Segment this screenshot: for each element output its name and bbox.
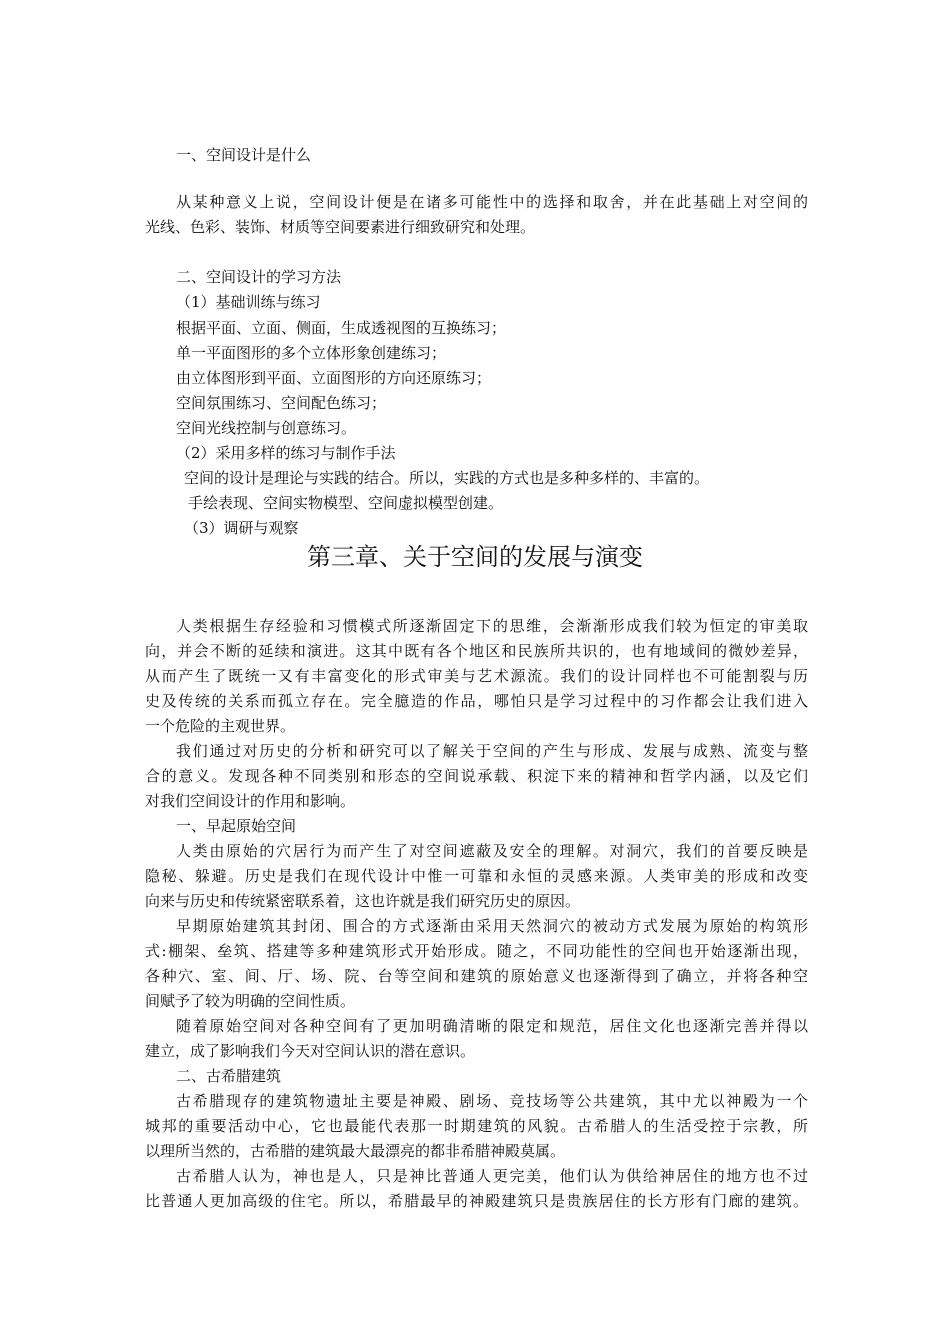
paragraph-line: 古希腊现存的建筑物遗址主要是神殿、剧场、竞技场等公共建筑，其中尤以神殿为一个 xyxy=(176,1092,808,1110)
paragraph-line: 人类由原始的穴居行为而产生了对空间遮蔽及安全的理解。对洞穴，我们的首要反映是 xyxy=(176,842,808,860)
paragraph-line: 向，并会不断的延续和演进。这其中既有各个地区和民族所共识的，也有地域间的微妙差异， xyxy=(145,642,808,660)
subsection-heading: （3）调研与观察 xyxy=(184,519,299,537)
paragraph-line: 古希腊人认为，神也是人，只是神比普通人更完美，他们认为供给神居住的地方也不过 xyxy=(176,1167,808,1185)
list-item: 空间氛围练习、空间配色练习； xyxy=(176,394,387,412)
section-heading: 一、早起原始空间 xyxy=(176,817,297,835)
paragraph-line: 建立，成了影响我们今天对空间认识的潜在意识。 xyxy=(145,1042,476,1060)
paragraph-line: 间赋予了较为明确的空间性质。 xyxy=(145,992,356,1010)
section-heading: 一、空间设计是什么 xyxy=(176,146,312,164)
section-heading: 二、古希腊建筑 xyxy=(176,1067,282,1085)
paragraph-line: 从而产生了既统一又有丰富变化的形式审美与艺术源流。我们的设计同样也不可能割裂与历 xyxy=(145,667,808,685)
paragraph-line: 以理所当然的，古希腊的建筑最大最漂亮的都非希腊神殿莫属。 xyxy=(145,1142,566,1160)
paragraph-line: 史及传统的关系而孤立存在。完全臆造的作品，哪怕只是学习过程中的习作都会让我们进入 xyxy=(145,692,808,710)
paragraph-line: 各种穴、室、间、厅、场、院、台等空间和建筑的原始意义也逐渐得到了确立，并将各种空 xyxy=(145,967,808,985)
section-heading: 二、空间设计的学习方法 xyxy=(176,268,342,286)
paragraph-line: 合的意义。发现各种不同类别和形态的空间说承载、积淀下来的精神和哲学内涵，以及它们 xyxy=(145,767,808,785)
paragraph-line: 从某种意义上说，空间设计便是在诸多可能性中的选择和取舍，并在此基础上对空间的 xyxy=(176,193,808,211)
chapter-title: 第三章、关于空间的发展与演变 xyxy=(307,543,643,571)
paragraph-line: 光线、色彩、装饰、材质等空间要素进行细致研究和处理。 xyxy=(145,218,536,236)
paragraph-line: 我们通过对历史的分析和研究可以了解关于空间的产生与形成、发展与成熟、流变与整 xyxy=(176,742,808,760)
list-item: 根据平面、立面、侧面，生成透视图的互换练习； xyxy=(176,319,507,337)
paragraph-line: 对我们空间设计的作用和影响。 xyxy=(145,792,356,810)
paragraph-line: 向来与历史和传统紧密联系着，这也许就是我们研究历史的原因。 xyxy=(145,892,581,910)
paragraph-line: 早期原始建筑其封闭、围合的方式逐渐由采用天然洞穴的被动方式发展为原始的构筑形 xyxy=(176,917,808,935)
subsection-heading: （2）采用多样的练习与制作手法 xyxy=(176,444,396,462)
paragraph-line: 手绘表现、空间实物模型、空间虚拟模型创建。 xyxy=(188,494,504,512)
paragraph-line: 一个危险的主观世界。 xyxy=(145,717,296,735)
paragraph-line: 式:棚架、垒筑、搭建等多种建筑形式开始形成。随之，不同功能性的空间也开始逐渐出现， xyxy=(145,942,808,960)
paragraph-line: 隐秘、躲避。历史是我们在现代设计中惟一可靠和永恒的灵感来源。人类审美的形成和改变 xyxy=(145,867,808,885)
paragraph-line: 随着原始空间对各种空间有了更加明确清晰的限定和规范，居住文化也逐渐完善并得以 xyxy=(176,1017,808,1035)
paragraph-line: 城邦的重要活动中心，它也最能代表那一时期建筑的风貌。古希腊人的生活受控于宗教，所 xyxy=(145,1117,808,1135)
list-item: 由立体图形到平面、立面图形的方向还原练习； xyxy=(176,369,492,387)
paragraph-line: 空间的设计是理论与实践的结合。所以，实践的方式也是多种多样的、丰富的。 xyxy=(184,469,710,487)
paragraph-line: 人类根据生存经验和习惯模式所逐渐固定下的思维，会渐渐形成我们较为恒定的审美取 xyxy=(176,617,808,635)
subsection-heading: （1）基础训练与练习 xyxy=(176,293,321,311)
list-item: 空间光线控制与创意练习。 xyxy=(176,419,357,437)
paragraph-line: 比普通人更加高级的住宅。所以，希腊最早的神殿建筑只是贵族居住的长方形有门廊的建筑。 xyxy=(145,1192,808,1210)
list-item: 单一平面图形的多个立体形象创建练习； xyxy=(176,344,447,362)
